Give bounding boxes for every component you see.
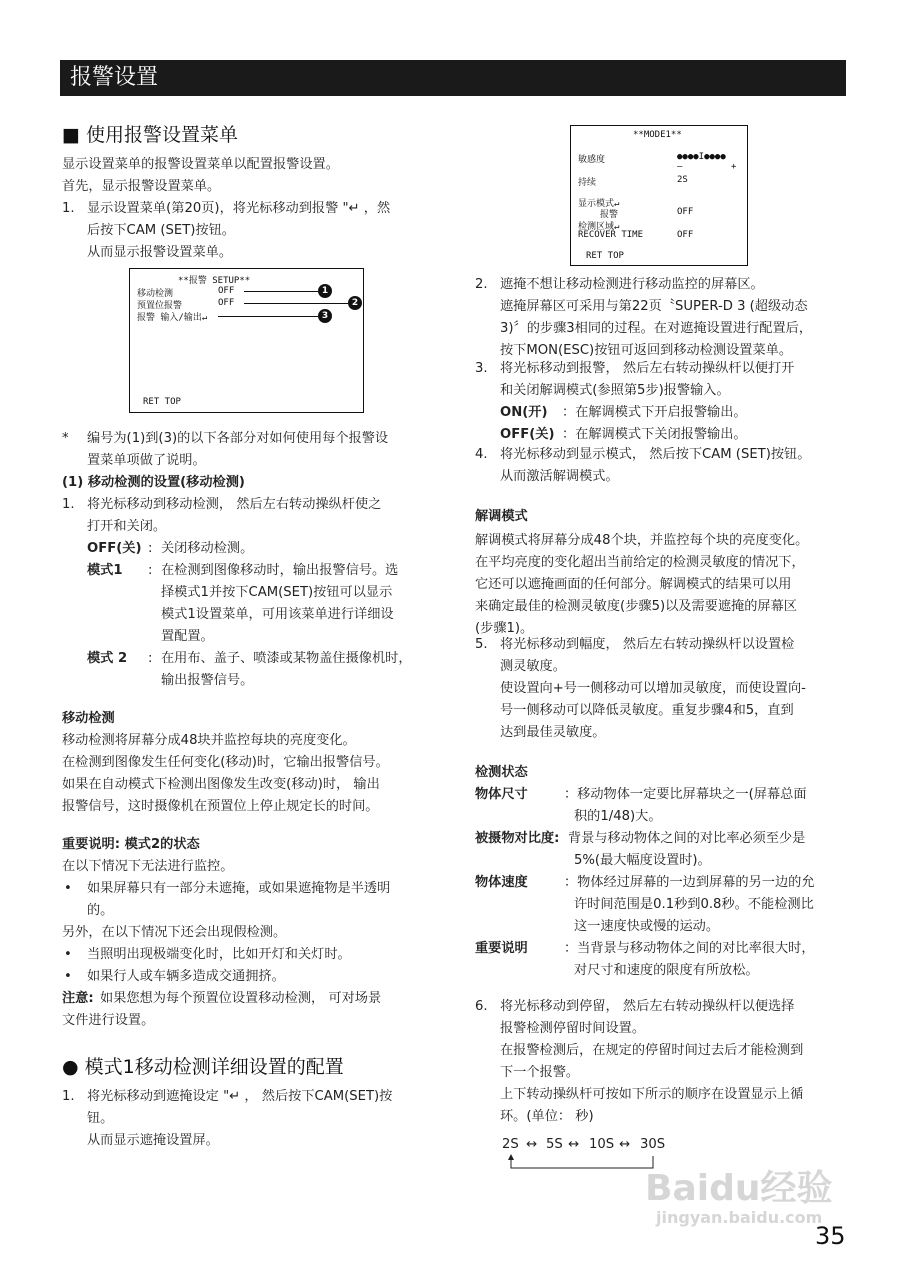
menu-value-preset: OFF [218, 298, 235, 308]
option-colon: : [148, 541, 153, 556]
sensitivity-label: 敏感度 [578, 155, 606, 165]
on-key: ON(开) [500, 405, 548, 420]
det-key-important: 重要说明 [475, 941, 528, 956]
det-text: 对尺寸和速度的限度有所放松。 [574, 963, 759, 978]
step-text: 环。(单位： 秒) [500, 1109, 594, 1124]
cycle-arrow: ↔ [568, 1137, 580, 1152]
det-key-size: 物体尺寸 [475, 787, 528, 802]
option-text: 模式1设置菜单，可用该菜单进行详细设 [161, 607, 394, 622]
option-text: 择模式1并按下CAM(SET)按钮可以显示 [161, 585, 393, 600]
option-text: 输出报警信号。 [161, 673, 254, 688]
intro-line: 显示设置菜单的报警设置菜单以配置报警设置。 [62, 157, 339, 172]
alarm-value: OFF [677, 207, 694, 217]
callout-line [244, 303, 348, 304]
step-number: 3. [475, 361, 488, 376]
demod-text: 在平均亮度的变化超出当前给定的检测灵敏度的情况下， [475, 555, 805, 570]
bullet-text: 如果行人或车辆多造成交通拥挤。 [87, 969, 285, 984]
cycle-30s: 30S [640, 1137, 666, 1152]
menu-title: **报警 SETUP** [178, 276, 251, 286]
step-text: 将光标移动到显示模式， 然后按下CAM (SET)按钮。 [500, 447, 811, 462]
callout-line [244, 291, 318, 292]
step-number: 2. [475, 277, 488, 292]
demod-text: (步骤1)。 [475, 621, 534, 636]
cycle-2s: 2S [502, 1137, 519, 1152]
step-text: 下一个报警。 [500, 1065, 580, 1080]
step-text: 号一侧移动可以降低灵敏度。重复步骤4和5，直到 [500, 703, 794, 718]
step-text: 遮掩不想让移动检测进行移动监控的屏幕区。 [500, 277, 764, 292]
menu-label-io: 报警 输入/输出↵ [137, 313, 208, 323]
on-text: ：在解调模式下开启报警输出。 [562, 405, 747, 420]
step-text: 3)〞的步骤3相同的过程。在对遮掩设置进行配置后， [500, 321, 813, 336]
option-key-mode2: 模式 2 [87, 651, 128, 666]
alarm-label: 报警 [600, 210, 619, 220]
detection-area-label: 检测区域↵ [578, 222, 620, 232]
detection-state-title: 检测状态 [475, 765, 528, 780]
step-number: 5. [475, 637, 488, 652]
step-text: 显示设置菜单(第20页)，将光标移动到报警 "↵ ，然 [87, 201, 391, 216]
det-text: 背景与移动物体之间的对比率必须至少是 [568, 831, 806, 846]
option-text: 关闭移动检测。 [161, 541, 254, 556]
motion-text: 移动检测将屏幕分成48块并监控每块的亮度变化。 [62, 733, 356, 748]
attention-text: 文件进行设置。 [62, 1013, 155, 1028]
cycle-10s: 10S [589, 1137, 615, 1152]
cycle-loop-arrow [505, 1152, 665, 1172]
motion-text: 如果在自动模式下检测出图像发生改变(移动)时， 输出 [62, 777, 380, 792]
step-text: 从而激活解调模式。 [500, 469, 619, 484]
step-text: 遮掩屏幕区可采用与第22页〝SUPER-D 3 (超级动态 [500, 299, 808, 314]
step-text: 上下转动操纵杆可按如下所示的顺序在设置显示上循 [500, 1087, 804, 1102]
menu-footer: RET TOP [143, 397, 181, 407]
step-text: 后按下CAM (SET)按钮。 [87, 223, 235, 238]
cycle-arrow: ↔ [526, 1137, 538, 1152]
option-text: 在检测到图像移动时，输出报警信号。选 [161, 563, 399, 578]
off-text: ：在解调模式下关闭报警输出。 [562, 427, 747, 442]
callout-marker-1: 1 [318, 284, 332, 298]
step-text: 钮。 [87, 1111, 114, 1126]
duration-value: 2S [677, 175, 688, 185]
det-text: 5%(最大幅度设置时)。 [574, 853, 711, 868]
step-text: 报警检测停留时间设置。 [500, 1021, 646, 1036]
demod-title: 解调模式 [475, 509, 528, 524]
important-title: 重要说明: 模式2的状态 [62, 837, 200, 852]
det-text: 这一速度快或慢的运动。 [574, 919, 720, 934]
det-key-speed: 物体速度 [475, 875, 528, 890]
sensitivity-minus: – [677, 162, 683, 172]
sensitivity-plus: + [731, 162, 737, 172]
step-text: 将光标移动到报警， 然后左右转动操纵杆以便打开 [500, 361, 795, 376]
step-text: 从而显示遮掩设置屏。 [87, 1133, 219, 1148]
cycle-5s: 5S [546, 1137, 563, 1152]
cycle-arrow: ↔ [619, 1137, 631, 1152]
watermark-url: jingyan.baidu.com [656, 1208, 823, 1227]
step-text: 将光标移动到移动检测， 然后左右转动操纵杆使之 [87, 497, 382, 512]
motion-text: 报警信号，这时摄像机在预置位上停止规定长的时间。 [62, 799, 379, 814]
motion-text: 在检测到图像发生任何变化(移动)时，它输出报警信号。 [62, 755, 389, 770]
attention-text: 如果您想为每个预置位设置移动检测， 可对场景 [100, 991, 382, 1006]
also-text: 另外，在以下情况下还会出现假检测。 [62, 925, 287, 940]
note-text: 编号为(1)到(3)的以下各部分对如何使用每个报警设 [87, 431, 389, 446]
intro-line: 首先，显示报警设置菜单。 [62, 179, 221, 194]
step-text: 打开和关闭。 [87, 519, 167, 534]
motion-title: 移动检测 [62, 711, 115, 726]
demod-text: 来确定最佳的检测灵敏度(步骤5)以及需要遮掩的屏幕区 [475, 599, 797, 614]
step-text: 将光标移动到遮掩设定 "↵ ， 然后按下CAM(SET)按 [87, 1089, 393, 1104]
callout-marker-2: 2 [348, 296, 362, 310]
step-number: 1. [62, 497, 75, 512]
menu-label-preset: 预置位报警 [137, 301, 183, 311]
det-text: ：当背景与移动物体之间的对比率很大时， [564, 941, 815, 956]
menu-label-motion: 移动检测 [137, 289, 174, 299]
option-colon: : [148, 563, 153, 578]
recover-time-value: OFF [677, 230, 694, 240]
step-text: 从而显示报警设置菜单。 [87, 245, 233, 260]
section-title-alarm-menu: ■ 使用报警设置菜单 [62, 124, 238, 146]
option-key-off: OFF(关) [87, 541, 142, 556]
bullet-text: 的。 [87, 903, 114, 918]
bullet-dot: • [64, 969, 72, 984]
option-colon: : [148, 651, 153, 666]
mode1-title: **MODE1** [633, 130, 682, 140]
det-key-contrast: 被摄物对比度: [475, 831, 560, 846]
option-text: 在用布、盖子、喷漆或某物盖住摄像机时， [161, 651, 412, 666]
off-key: OFF(关) [500, 427, 555, 442]
section-title-mode1: ● 模式1移动检测详细设置的配置 [62, 1056, 344, 1078]
step-text: 和关闭解调模式(参照第5步)报警输入。 [500, 383, 730, 398]
page-title: 报警设置 [70, 65, 159, 90]
bullet-dot: • [64, 881, 72, 896]
recover-time-label: RECOVER TIME [578, 230, 644, 240]
bullet-dot: • [64, 947, 72, 962]
det-text: ：物体经过屏幕的一边到屏幕的另一边的允 [564, 875, 815, 890]
option-key-mode1: 模式1 [87, 563, 123, 578]
menu-value-motion: OFF [218, 286, 235, 296]
step-number: 1. [62, 1089, 75, 1104]
subsection-title: (1) 移动检测的设置(移动检测) [62, 475, 245, 490]
option-text: 置配置。 [161, 629, 214, 644]
sensitivity-bar: ●●●●I●●●● [677, 152, 726, 162]
mode1-footer: RET TOP [586, 251, 624, 261]
duration-label: 持续 [578, 178, 597, 188]
attention-label: 注意: [62, 991, 94, 1006]
det-text: 积的1/48)大。 [574, 809, 662, 824]
step-text: 使设置向+号一侧移动可以增加灵敏度，而使设置向- [500, 681, 806, 696]
step-number: 6. [475, 999, 488, 1014]
step-text: 测灵敏度。 [500, 659, 566, 674]
callout-marker-3: 3 [318, 309, 332, 323]
note-text: 置菜单项做了说明。 [87, 453, 206, 468]
step-text: 在报警检测后，在规定的停留时间过去后才能检测到 [500, 1043, 804, 1058]
page-number: 35 [815, 1222, 846, 1250]
step-number: 4. [475, 447, 488, 462]
step-text: 按下MON(ESC)按钮可返回到移动检测设置菜单。 [500, 343, 793, 358]
step-number: 1. [62, 201, 75, 216]
callout-line [218, 316, 318, 317]
note-star: * [62, 431, 69, 446]
demod-text: 它还可以遮掩画面的任何部分。解调模式的结果可以用 [475, 577, 792, 592]
det-text: 许时间范围是0.1秒到0.8秒。不能检测比 [574, 897, 814, 912]
demod-text: 解调模式将屏幕分成48个块，并监控每个块的亮度变化。 [475, 533, 809, 548]
step-text: 将光标移动到停留， 然后左右转动操纵杆以便选择 [500, 999, 795, 1014]
step-text: 达到最佳灵敏度。 [500, 725, 606, 740]
watermark-logo: Baidu经验 [645, 1168, 833, 1209]
step-text: 将光标移动到幅度， 然后左右转动操纵杆以设置检 [500, 637, 795, 652]
bullet-text: 当照明出现极端变化时，比如开灯和关灯时。 [87, 947, 351, 962]
header-bar [60, 60, 846, 96]
det-text: ：移动物体一定要比屏幕块之一(屏幕总面 [564, 787, 807, 802]
display-mode-label: 显示模式↵ [578, 199, 620, 209]
bullet-text: 如果屏幕只有一部分未遮掩，或如果遮掩物是半透明 [87, 881, 391, 896]
important-intro: 在以下情况下无法进行监控。 [62, 859, 234, 874]
